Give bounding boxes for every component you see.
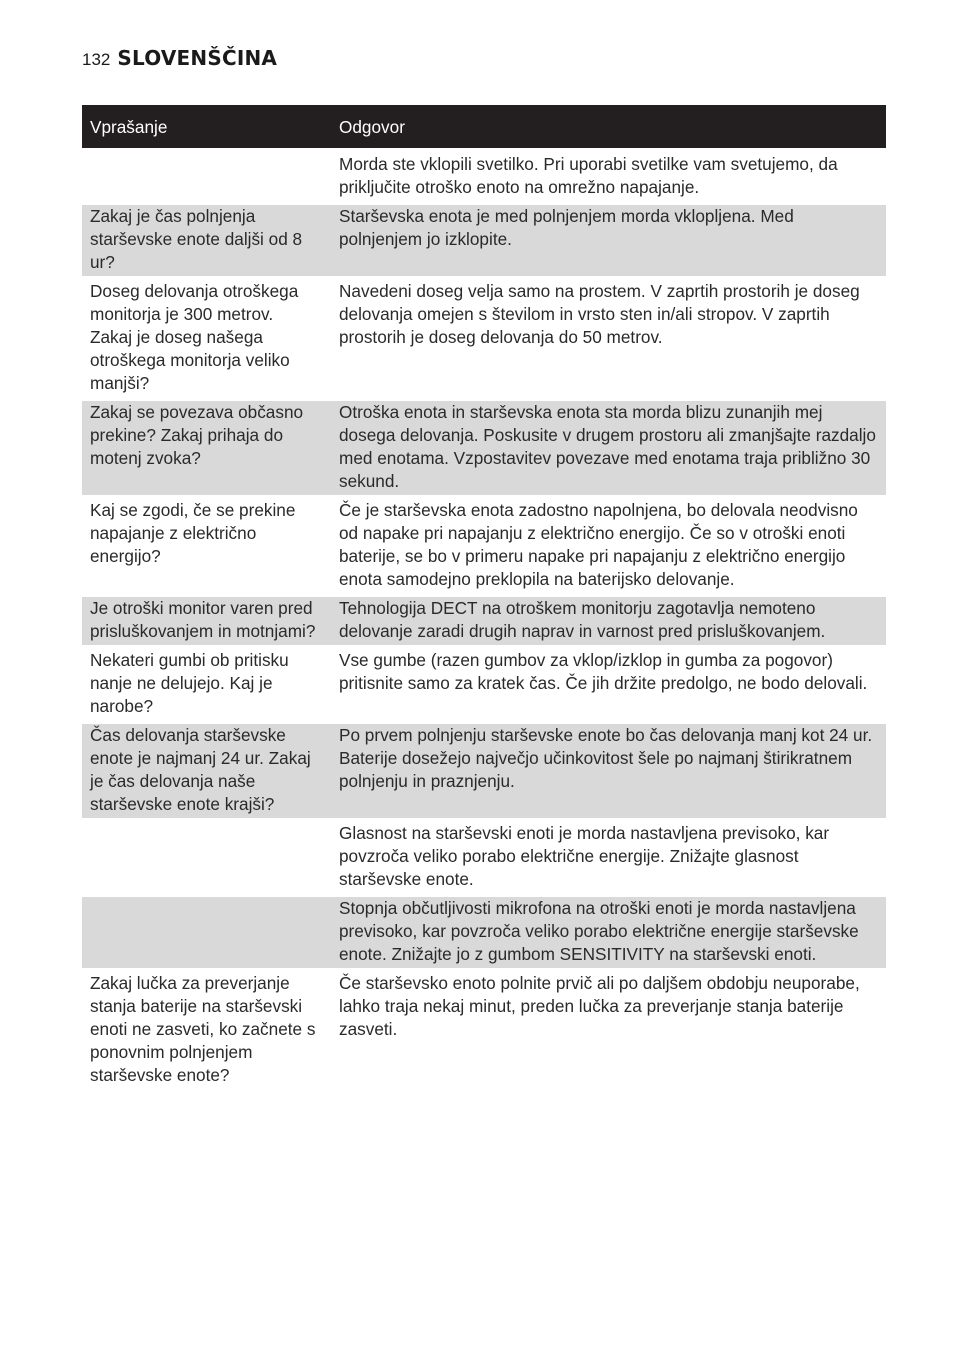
answer-text: Če starševsko enoto polnite prvič ali po daljšem obdobju neuporabe, lahko traja nekaj minut, preden lučka za preverjanje stanja baterije zasveti. — [339, 973, 860, 1039]
answer-text: Vse gumbe (razen gumbov za vklop/izklop in gumba za pogovor) pritisnite samo za kratek čas. Če jih držite predolgo, ne bodo delovali. — [339, 650, 868, 693]
answer-cell — [331, 647, 886, 722]
answer-text: Otroška enota in starševska enota sta morda blizu zunanjih mej dosega delovanja. Poskusite v drugem prostoru ali zmanjšajte razdaljo med enotama. Vzpostavitev povezave med enotama traja približno 30 sekund. — [339, 402, 876, 491]
answer-cell — [331, 970, 886, 1089]
table-row — [82, 895, 886, 970]
table-row — [82, 203, 886, 278]
question-text: Kaj se zgodi, če se prekine napajanje z električno energijo? — [90, 500, 296, 566]
answer-cell — [331, 278, 886, 399]
answer-text: Tehnologija DECT na otroškem monitorju zagotavlja nemoteno delovanje zaradi drugih naprav in varnost pred prisluškovanjem. — [339, 598, 826, 641]
answer-text: Glasnost na starševski enoti je morda nastavljena previsoko, kar povzroča veliko porabo električne energije. Znižajte glasnost starševske enote. — [339, 823, 830, 889]
question-text: Zakaj je čas polnjenja starševske enote daljši od 8 ur? — [90, 206, 303, 272]
answer-text: Navedeni doseg velja samo na prostem. V zaprtih prostorih je doseg delovanja omejen s številom in vrsto sten in/ali stropov. V zaprtih prostorih je doseg delovanja do 50 metrov. — [339, 281, 860, 347]
question-cell — [82, 970, 331, 1089]
page-header — [82, 46, 277, 70]
question-text: Doseg delovanja otroškega monitorja je 300 metrov. Zakaj je doseg našega otroškega monitorja veliko manjši? — [90, 281, 299, 393]
answer-text: Stopnja občutljivosti mikrofona na otroški enoti je morda nastavljena previsoko, kar povzroča veliko porabo električne energije starševske enote. Znižajte jo z gumbom SENSITIVITY na starševski enoti. — [339, 898, 859, 964]
question-text: Zakaj se povezava občasno prekine? Zakaj prihaja do motenj zvoka? — [90, 402, 304, 468]
table-row — [82, 399, 886, 497]
answer-text: Morda ste vklopili svetilko. Pri uporabi svetilke vam svetujemo, da priključite otroško enoto na omrežno napajanje. — [339, 154, 838, 197]
column-header-answer: Odgovor — [331, 105, 886, 151]
question-cell — [82, 399, 331, 497]
answer-cell — [331, 722, 886, 820]
table-header-row — [82, 105, 886, 151]
answer-text: Starševska enota je med polnjenjem morda vklopljena. Med polnjenjem jo izklopite. — [339, 206, 794, 249]
question-cell — [82, 203, 331, 278]
question-text: Nekateri gumbi ob pritisku nanje ne delujejo. Kaj je narobe? — [90, 650, 289, 716]
question-text: Zakaj lučka za preverjanje stanja baterije na starševski enoti ne zasveti, ko začnete s ponovnim polnjenjem starševske enote? — [90, 973, 316, 1085]
answer-cell — [331, 820, 886, 895]
answer-cell — [331, 151, 886, 204]
answer-text: Po prvem polnjenju starševske enote bo čas delovanja manj kot 24 ur. Baterije dosežejo največjo učinkovitost šele po najmanj štirikratnem polnjenju in praznjenju. — [339, 725, 873, 791]
question-cell — [82, 722, 331, 820]
answer-cell — [331, 895, 886, 970]
answer-text: Če je starševska enota zadostno napolnjena, bo delovala neodvisno od napake pri napajanju z električno energijo. Če so v otroški enoti baterije, se bo v primeru napake pri napajanju z električno energijo enota samodejno preklopila na baterijsko delovanje. — [339, 500, 858, 589]
page-number: 132 — [82, 50, 111, 69]
question-cell — [82, 497, 331, 595]
question-cell — [82, 151, 331, 204]
answer-cell — [331, 497, 886, 595]
question-text: Čas delovanja starševske enote je najmanj 24 ur. Zakaj je čas delovanja naše starševske enote krajši? — [90, 725, 311, 814]
answer-cell — [331, 203, 886, 278]
answer-cell — [331, 399, 886, 497]
table-header — [82, 105, 886, 151]
table-row — [82, 595, 886, 647]
answer-cell — [331, 595, 886, 647]
table-row — [82, 970, 886, 1089]
question-cell — [82, 647, 331, 722]
table-row — [82, 497, 886, 595]
question-text: Je otroški monitor varen pred prisluškovanjem in motnjami? — [90, 598, 316, 641]
question-cell — [82, 278, 331, 399]
table-row — [82, 722, 886, 820]
question-cell — [82, 895, 331, 970]
section-title: SLOVENŠČINA — [117, 46, 278, 70]
faq-table — [82, 105, 886, 1089]
question-cell — [82, 595, 331, 647]
table-body — [82, 151, 886, 1090]
table-row — [82, 151, 886, 204]
question-cell — [82, 820, 331, 895]
column-header-question: Vprašanje — [82, 105, 331, 151]
table-row — [82, 278, 886, 399]
table-row — [82, 647, 886, 722]
table-row — [82, 820, 886, 895]
